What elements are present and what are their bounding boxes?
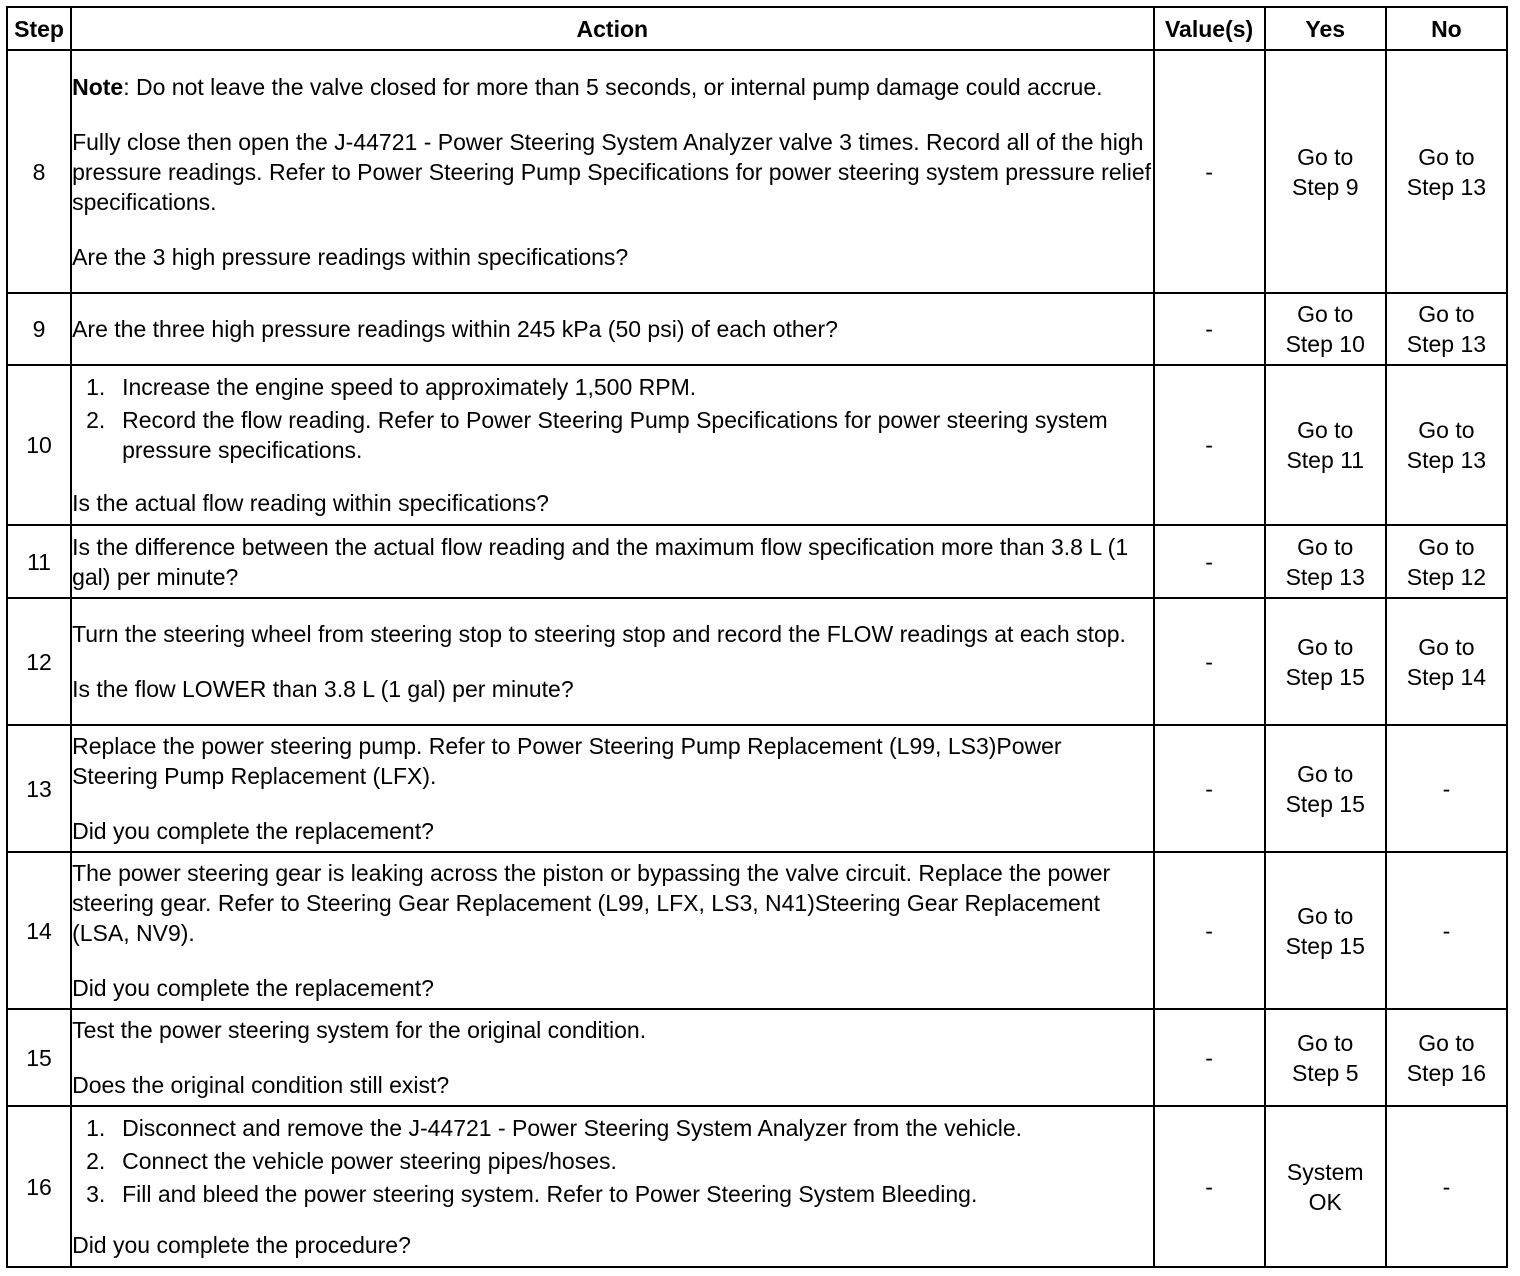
action-question: Does the original condition still exist? bbox=[72, 1072, 450, 1098]
no-line-2: - bbox=[1442, 1173, 1451, 1200]
no-header: No bbox=[1386, 7, 1507, 50]
yes-line-1: Go to bbox=[1297, 143, 1354, 170]
yes-line-2: Step 11 bbox=[1286, 447, 1365, 473]
yes-line-1: Go to bbox=[1297, 533, 1354, 560]
list-text: Fill and bleed the power steering system. Refer to Power Steering System Bleeding. bbox=[122, 1181, 978, 1207]
value-cell: - bbox=[1154, 1106, 1265, 1267]
action-cell bbox=[71, 725, 1153, 852]
action-question: Are the 3 high pressure readings within specifications? bbox=[72, 243, 629, 270]
value-cell: - bbox=[1154, 598, 1265, 725]
no-line-1: Go to bbox=[1418, 533, 1475, 560]
yes-line-1: Go to bbox=[1297, 417, 1354, 443]
list-number: 1. bbox=[86, 374, 106, 400]
no-line-2: Step 12 bbox=[1406, 563, 1487, 590]
list-number: 3. bbox=[86, 1181, 106, 1207]
yes-line-1: Go to bbox=[1297, 902, 1354, 929]
values-header: Value(s) bbox=[1154, 7, 1265, 50]
yes-line-2: Step 9 bbox=[1291, 173, 1359, 200]
table-row bbox=[7, 525, 1507, 598]
no-line-2: Step 13 bbox=[1406, 331, 1487, 357]
action-paragraph: Turn the steering wheel from steering stop to steering stop and record the FLOW readings at each stop. bbox=[72, 621, 1126, 647]
step-number: 13 bbox=[7, 725, 71, 852]
yes-cell bbox=[1265, 1106, 1386, 1267]
value-cell: - bbox=[1154, 293, 1265, 365]
no-line-2: - bbox=[1442, 775, 1451, 802]
no-cell[interactable] bbox=[1386, 1009, 1507, 1106]
note bbox=[72, 72, 1152, 102]
action-cell bbox=[71, 293, 1153, 365]
action-cell bbox=[71, 525, 1153, 598]
no-cell[interactable] bbox=[1386, 293, 1507, 365]
yes-line-2: Step 15 bbox=[1285, 790, 1365, 817]
no-line-1: Go to bbox=[1418, 301, 1475, 327]
step-number: 8 bbox=[7, 50, 71, 293]
step-number: 11 bbox=[7, 525, 71, 598]
list-number: 2. bbox=[86, 1148, 106, 1174]
list-item bbox=[72, 1146, 1152, 1176]
yes-line-2: Step 10 bbox=[1285, 331, 1365, 357]
step-number: 15 bbox=[7, 1009, 71, 1106]
list-text: Increase the engine speed to approximately 1,500 RPM. bbox=[122, 374, 697, 400]
value-cell: - bbox=[1154, 50, 1265, 293]
list-item bbox=[72, 372, 1152, 402]
yes-cell[interactable] bbox=[1265, 293, 1386, 365]
note-label: Note bbox=[72, 73, 124, 100]
value-cell: - bbox=[1154, 852, 1265, 1009]
list-text: Record the flow reading. Refer to Power Steering Pump Specifications for power steering system pressure specifications. bbox=[122, 407, 1108, 463]
list-item bbox=[72, 405, 1152, 465]
action-question: Is the flow LOWER than 3.8 L (1 gal) per minute? bbox=[72, 676, 574, 702]
yes-line-1: Go to bbox=[1297, 1029, 1354, 1056]
yes-cell[interactable] bbox=[1265, 725, 1386, 852]
table-row bbox=[7, 365, 1507, 525]
action-question: Did you complete the replacement? bbox=[72, 818, 434, 844]
yes-line-2: Step 5 bbox=[1291, 1059, 1359, 1086]
header-row bbox=[7, 7, 1507, 50]
list-item bbox=[72, 1179, 1152, 1209]
note-text: : Do not leave the valve closed for more than 5 seconds, or internal pump damage could accrue. bbox=[123, 73, 1103, 100]
action-cell bbox=[71, 365, 1153, 525]
action-cell bbox=[71, 50, 1153, 293]
list-text: Disconnect and remove the J-44721 - Power Steering System Analyzer from the vehicle. bbox=[122, 1115, 1023, 1141]
action-cell bbox=[71, 1106, 1153, 1267]
step-number: 9 bbox=[7, 293, 71, 365]
yes-line-2: OK bbox=[1308, 1188, 1342, 1215]
yes-line-1: Go to bbox=[1297, 760, 1354, 787]
no-cell[interactable] bbox=[1386, 525, 1507, 598]
action-header: Action bbox=[71, 7, 1153, 50]
action-paragraph: Fully close then open the J-44721 - Power Steering System Analyzer valve 3 times. Record all of the high pressure readings. Refer to Power Steering Pump Specifications for power steering system pressure relief specifications. bbox=[72, 128, 1152, 215]
no-line-1: Go to bbox=[1418, 633, 1475, 660]
step-header: Step bbox=[7, 7, 71, 50]
action-cell bbox=[71, 1009, 1153, 1106]
table-row bbox=[7, 725, 1507, 852]
action-question: Is the difference between the actual flow reading and the maximum flow specification more than 3.8 L (1 gal) per minute? bbox=[72, 533, 1129, 590]
value-cell: - bbox=[1154, 525, 1265, 598]
action-paragraph: The power steering gear is leaking across the piston or bypassing the valve circuit. Replace the power steering gear. Refer to Steering Gear Replacement (L99, LFX, LS3, N41)Steering Gear Replacement (LSA, NV9). bbox=[72, 860, 1111, 946]
action-paragraph: Test the power steering system for the original condition. bbox=[72, 1017, 647, 1043]
yes-line-2: Step 15 bbox=[1285, 932, 1365, 959]
yes-cell[interactable] bbox=[1265, 525, 1386, 598]
no-line-2: - bbox=[1442, 917, 1451, 944]
yes-cell[interactable] bbox=[1265, 852, 1386, 1009]
list-number: 2. bbox=[86, 407, 106, 433]
yes-cell[interactable] bbox=[1265, 598, 1386, 725]
table-row bbox=[7, 50, 1507, 293]
yes-line-2: Step 15 bbox=[1285, 663, 1365, 690]
no-line-1: Go to bbox=[1418, 143, 1475, 170]
step-number: 10 bbox=[7, 365, 71, 525]
action-question: Are the three high pressure readings within 245 kPa (50 psi) of each other? bbox=[72, 316, 838, 342]
table-row bbox=[7, 1106, 1507, 1267]
no-cell[interactable] bbox=[1386, 365, 1507, 525]
value-cell: - bbox=[1154, 1009, 1265, 1106]
diagnostic-table bbox=[6, 6, 1508, 1268]
yes-cell[interactable] bbox=[1265, 50, 1386, 293]
step-number: 16 bbox=[7, 1106, 71, 1267]
yes-cell[interactable] bbox=[1265, 365, 1386, 525]
no-cell[interactable] bbox=[1386, 50, 1507, 293]
step-number: 12 bbox=[7, 598, 71, 725]
action-question: Did you complete the replacement? bbox=[72, 975, 434, 1001]
action-cell bbox=[71, 852, 1153, 1009]
list-item bbox=[72, 1113, 1152, 1143]
no-line-2: Step 13 bbox=[1406, 447, 1487, 473]
yes-line-1: System bbox=[1286, 1158, 1364, 1185]
value-cell: - bbox=[1154, 365, 1265, 525]
table-row bbox=[7, 1009, 1507, 1106]
table-row bbox=[7, 293, 1507, 365]
no-cell bbox=[1386, 852, 1507, 1009]
list-text: Connect the vehicle power steering pipes/hoses. bbox=[122, 1148, 617, 1174]
no-line-1: Go to bbox=[1418, 417, 1475, 443]
table-row bbox=[7, 852, 1507, 1009]
yes-line-1: Go to bbox=[1297, 301, 1354, 327]
action-question: Did you complete the procedure? bbox=[72, 1232, 411, 1258]
yes-line-1: Go to bbox=[1297, 633, 1354, 660]
no-cell bbox=[1386, 1106, 1507, 1267]
no-line-2: Step 16 bbox=[1406, 1059, 1487, 1086]
no-line-2: Step 14 bbox=[1406, 663, 1487, 690]
action-cell bbox=[71, 598, 1153, 725]
value-cell: - bbox=[1154, 725, 1265, 852]
yes-header: Yes bbox=[1265, 7, 1386, 50]
no-cell[interactable] bbox=[1386, 598, 1507, 725]
step-number: 14 bbox=[7, 852, 71, 1009]
action-question: Is the actual flow reading within specifications? bbox=[72, 490, 549, 516]
no-cell bbox=[1386, 725, 1507, 852]
no-line-2: Step 13 bbox=[1406, 173, 1487, 200]
action-paragraph: Replace the power steering pump. Refer to Power Steering Pump Replacement (L99, LS3)Power Steering Pump Replacement (LFX). bbox=[72, 733, 1062, 789]
yes-line-2: Step 13 bbox=[1285, 563, 1365, 590]
yes-cell[interactable] bbox=[1265, 1009, 1386, 1106]
table-row bbox=[7, 598, 1507, 725]
list-number: 1. bbox=[86, 1115, 106, 1141]
no-line-1: Go to bbox=[1418, 1029, 1475, 1056]
